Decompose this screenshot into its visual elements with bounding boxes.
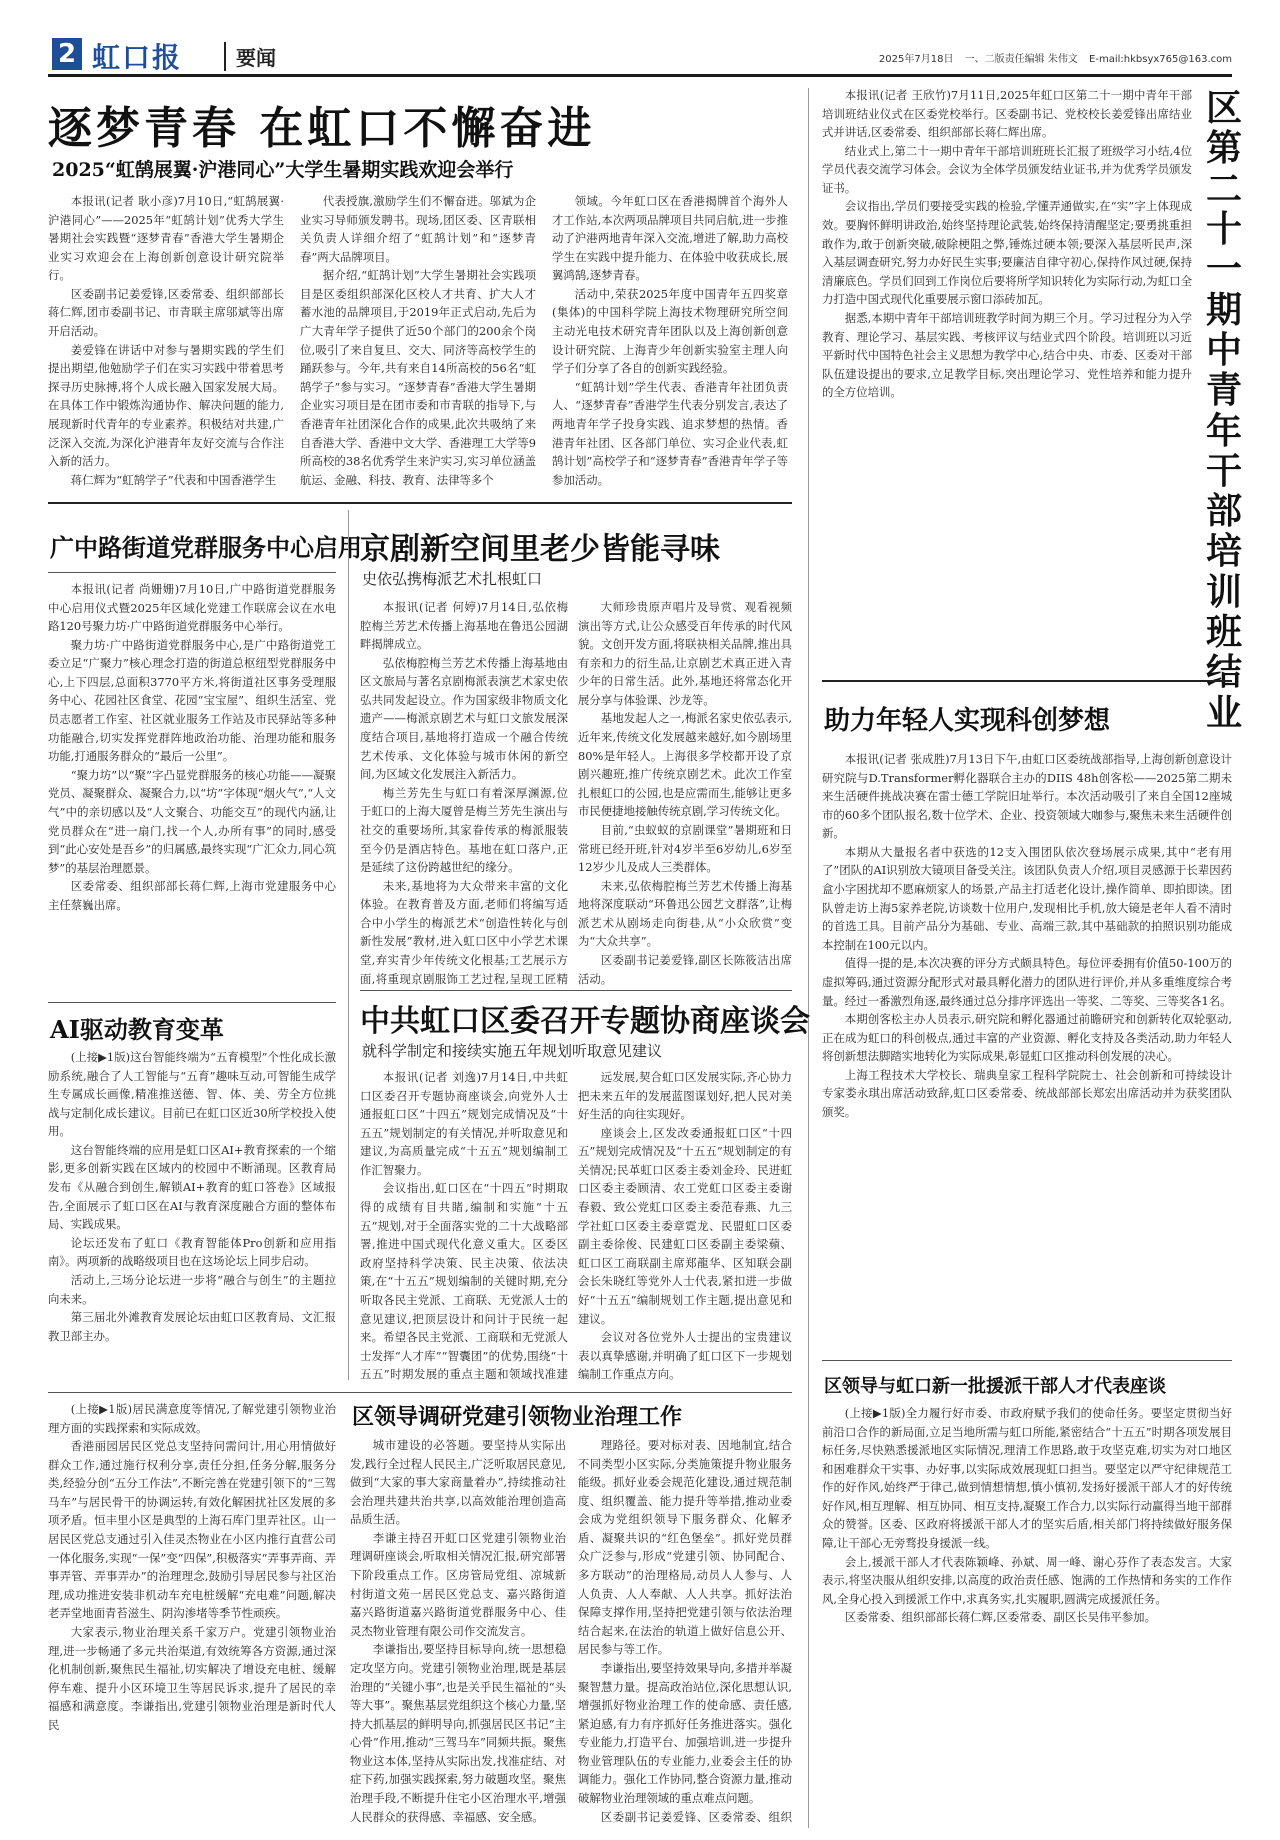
- opera-article-subtitle: 史依弘携梅派艺术扎根虹口: [362, 570, 543, 588]
- youth-article-title: 助力年轻人实现科创梦想: [824, 706, 1111, 736]
- property-article-title: 区领导调研党建引领物业治理工作: [352, 1404, 683, 1430]
- opera-column-2: 大师珍贵原声唱片及导赏、观看视频演出等方式,让公众感受百年传承的时代风貌。文创开发方面,将联袂相关品牌,推出具有亲和力的衍生品,让京剧艺术真正进入青少年的日常生活。此外,基地还将常态化开展分享与体验课、沙龙等。 基地发起人之一,梅派名家史依弘表示,近年来,传统文化发展越来越好,如今剧场里80%是年轻人。上海很多学校都开设了京剧兴趣班,推广传统京剧艺术。此次工作室扎根虹口的公园,也是应需而生,能够让更多市民便捷地接触传统京剧,学习传统文化。 目前,“虫蚁蚁的京剧课堂”暑期班和日常班已经开班,针对4岁半至6岁幼儿,6岁至12岁少儿及成人三类群体。 未来,弘依梅腔梅兰芳艺术传播上海基地将深度联动“环鲁迅公园艺文群落”,让梅派艺术从剧场走向街巷,从“小众欣赏”变为“大众共享”。 区委副书记姜爱锋,副区长陈筱洁出席活动。: [578, 600, 792, 986]
- lead-column-1: 本报讯(记者 耿小彦)7月10日,“虹鹄展翼·沪港同心”——2025年“虹鹄计划”优秀大学生暑期社会实践暨“逐梦青春”香港大学生暑期企业实习欢迎会在上海创新创意设计研究院举行。 区委副书记姜爱锋,区委常委、组织部部长蒋仁辉,团市委副书记、市青联主席邬斌等出席开启活动。 姜爱锋在讲话中对参与暑期实践的学生们提出期望,他勉励学子们在实习实践中带着思考探寻历史脉搏,将个人成长融入国家发展大局。在具体工作中锻炼沟通协作、解决问题的能力,展现新时代青年的专业素养。积极结对共建,广泛深入交流,为深化沪港青年友好交流与合作注入新的活力。 蒋仁辉为“虹鹄学子”代表和中国香港学生: [48, 194, 284, 487]
- cppcc-article-title: 中共虹口区委召开专题协商座谈会: [360, 1004, 810, 1039]
- cppcc-column-1: 本报讯(记者 刘逸)7月14日,中共虹口区委召开专题协商座谈会,向党外人士通报虹口区“十四五”规划完成情况及“十五五”规划制定的有关情况,并听取意见和建议,为高质量完成“十五五”规划编制工作汇智聚力。 会议指出,虹口区在“十四五”时期取得的成绩有目共睹,编制和实施“十五五”规划,对于全面落实党的二十大战略部署,推进中国式现代化意义重大。区委区政府坚持科学决策、民主决策、依法决策,在“十五五”规划编制的关键时期,充分听取各民主党派、工商联、无党派人士的意见建议,把顶层设计和问计于民统一起来。希望各民主党派、工商联和无党派人士发挥“人才库”“智囊团”的优势,围绕“十五五”时期发展的重点主题和领域找准建: [360, 1070, 568, 1382]
- divider: [48, 1392, 792, 1393]
- column-divider: [808, 88, 809, 1828]
- editor-email: E-mail:hkbsyx765@163.com: [1089, 54, 1232, 65]
- opera-column-1: 本报讯(记者 何婷)7月14日,弘依梅腔梅兰芳艺术传播上海基地在鲁迅公园湖畔揭牌成立。 弘依梅腔梅兰芳艺术传播上海基地由区文旅局与著名京剧梅派表演艺术家史依弘共同发起设立。作为国家级非物质文化遗产——梅派京剧艺术与虹口文旅发展深度结合项目,基地将打造成一个融合传统艺术传承、文化体验与城市休闲的新空间,为区域文化发展注入新活力。 梅兰芳先生与虹口有着深厚渊源,位于虹口的上海大厦曾是梅兰芳先生演出与社交的重要场所,其家眷传承的梅派服装至今仍是酒店特色。基地在虹口落户,正是延续了这份跨越世纪的缘分。 未来,基地将为大众带来丰富的文化体验。在教育普及方面,老师们将编写适合中小学生的梅派艺术“创造性转化与创新性发展”教材,进入虹口区中小学艺术课堂,弃实青少年传统文化根基;工艺展示方面,将重现京剧服饰工艺过程,呈现工匠精: [360, 600, 568, 986]
- divider: [48, 572, 336, 573]
- masthead-info: [871, 50, 1232, 65]
- side-article-title: 区第二十一期中青年干部培训班结业: [1205, 87, 1242, 734]
- guangzhong-article-title: 广中路街道党群服务中心启用: [50, 533, 362, 562]
- divider: [822, 1360, 1232, 1361]
- divider: [822, 680, 1232, 682]
- cppcc-article-subtitle: 就科学制定和接续实施五年规划听取意见建议: [362, 1042, 663, 1060]
- youth-article-body: 本报讯(记者 张成胜)7月13日下午,由虹口区委统战部指导,上海创新创意设计研究院与D.Transformer孵化器联合主办的DIIS 48h创客松——2025第二期未来生活硬件挑战决赛在雷士德工学院旧址举行。本次活动吸引了来自全国12座城市的60多个团队报名,数十位学术、企业、投资领域大咖参与,聚焦未来生活硬件创新。 本期从大量报名者中获选的12支入围团队依次登场展示成果,其中“老有用了”团队的AI识别放大镜项目备受关注。该团队负责人介绍,项目灵感源于长辈因药盒小字困扰却不愿麻烦家人的场景,产品主打适老化设计,操作简单、即拍即读。团队曾走访上海5家养老院,访谈数十位用户,发现相比手机,放大镜是老年人看不清时的首选工具。目前产品分为基础、专业、高端三款,其中基础款的拍照识别功能成本控制在100元以内。 值得一提的是,本次决赛的评分方式颇具特色。每位评委拥有价值50-100万的虚拟筹码,通过资源分配形式对最具孵化潜力的团队进行评价,并从多重维度综合考量。经过一番激烈角逐,最终通过总分排序评选出一等奖、二等奖、三等奖各1名。 本期创客松主办人员表示,研究院和孵化器通过前瞻研究和创新转化双轮驱动,正在成为虹口的科创极点,通过丰富的产业资源、孵化支持及各类活动,助力年轻人将创新想法脚踏实地转化为实际成果,彰显虹口区推动科创发展的决心。 上海工程技术大学校长、瑞典皇家工程科学院院士、社会创新和可持续设计专家娄永琪出席活动致辞,虹口区委常委、统战部部长郑宏出席活动并为获奖团队颁奖。: [822, 752, 1232, 1119]
- ai-continuation-body: (上接▶1版)居民满意度等情况,了解党建引领物业治理方面的实践探索和实际成效。 香港丽园居民区党总支坚持问需问计,用心用情做好群众工作,通过施行权利分享,责任分担,任务分解,服务分类,经验分创“五分工作法”,不断完善在党建引领下的“三驾马车”与居民骨干的协调运转,有效化解困扰社区发展的多项矛盾。恒丰里小区是典型的上海石库门里弄社区。山一居民区党总支通过引入佳灵杰物业在小区内推行直营公司一体化服务,实现“一保”变“四保”,积极落实“弄事弄商、弄事弄管、弄事弄办”的治理理念,鼓励引导居民参与社区治理,成功推进安装非机动车充电桩缓解“充电难”问题,解决老弄堂地面青苔滋生、阴沟渗堵等季节性顽疾。 大家表示,物业治理关系千家万户。党建引领物业治理,进一步畅通了多元共治渠道,有效统筹各方资源,通过深化机制创新,聚焦民生福祉,切实解决了增设充电桩、缓解停车难、提升小区环境卫生等居民诉求,提升了居民的幸福感和满意度。李谦指出,党建引领物业治理是新时代人民: [48, 1402, 336, 1732]
- guangzhong-article-body: 本报讯(记者 尚姗姗)7月10日,广中路街道党群服务中心启用仪式暨2025年区域化党建工作联席会议在水电路120号聚力坊·广中路街道党群服务中心举行。 聚力坊·广中路街道党群服务中心,是广中路街道党工委立足“广聚力”核心理念打造的街道总枢纽型党群服务中心,上下四层,总面积3770平方米,将街道社区事务受理服务中心、花园社区食堂、花园“宝宝屋”、组织生活室、党员志愿者工作室、社区就业服务工作站及市民驿站等多种功能融合,切实发挥党群阵地政治功能、治理功能和服务功能,打通服务群众的“最后一公里”。 “聚力坊”以“聚”字凸显党群服务的核心功能——凝聚党员、凝聚群众、凝聚合力,以“坊”字体现“烟火气”,“人文气”中的亲切感以及“人文聚合、功能交互”的现代内涵,让党员群众在“进一扇门,找一个人,办所有事”的同时,感受到“此心安处是吾乡”的归属感,最终实现“广汇众力,同心筑梦”的基层治理愿景。 区委常委、组织部部长蒋仁辉,上海市党建服务中心主任蔡巍出席。: [48, 582, 336, 912]
- divider: [360, 990, 792, 991]
- paper-name: 虹口报: [92, 41, 183, 74]
- lead-subheadline: 2025“虹鹄展翼·沪港同心”大学生暑期实践欢迎会举行: [52, 159, 514, 181]
- side-article-body: 本报讯(记者 王欣竹)7月11日,2025年虹口区第二十一期中青年干部培训班结业仪式在区委党校举行。区委副书记、党校校长姜爱锋出席结业式并讲话,区委常委、组织部部长蒋仁辉出席。 结业式上,第二十一期中青年干部培训班班长汇报了班级学习小结,4位学员代表交流学习体会。会议为全体学员颁发结业证书,并为优秀学员颁发证书。 会议指出,学员们要接受实践的检验,学懂弄通做实,在“实”字上体现成效。要胸怀鲜明讲政治,始终坚持理论武装,始终保持清醒坚定;要勇挑重担敢作为,敢于创新突破,破除梗阻之弊,锤炼过硬本领;要深入基层听民声,深入基层调查研究,努力办好民生实事;要廉洁自律守初心,保持作风过硬,保持清廉底色。学员们回到工作岗位后要将所学知识转化为实际行动,为虹口全力打造中国式现代化重要展示窗口添砖加瓦。 据悉,本期中青年干部培训班教学时间为期三个月。学习过程分为入学教育、理论学习、基层实践、考核评议与结业式四个阶段。培训班以习近平新时代中国特色社会主义思想为教学中心,结合中央、市委、区委对干部队伍建设提出的要求,立足教学目标,突出理论学习、党性培养和能力提升的全方位培训。: [822, 88, 1192, 400]
- lead-headline: 逐梦青春 在虹口不懈奋进: [48, 103, 596, 154]
- ai-article-title: AI驱动教育变革: [50, 1015, 224, 1044]
- divider: [48, 1002, 336, 1003]
- talent-article-title: 区领导与虹口新一批援派干部人才代表座谈: [824, 1376, 1166, 1397]
- talent-article-body: (上接▶1版)全力履行好市委、市政府赋予我们的使命任务。要坚定贯彻当好前沿口合作的新局面,立足当地所需与虹口所能,紧密结合“十五五”时期各项发展目标任务,尽快熟悉援派地区实际情况,理清工作思路,敢于攻坚克难,切实为对口地区和困难群众干实事、办好事,以实际成效展现虹口担当。要坚定以严守纪律规范工作的好作风,始终严于律己,做到情想情想,慎小慎初,发扬好援派干部人才的好传统好作风,相互理解、相互协同、相互支持,凝聚工作合力,以实际行动赢得当地干部群众的赞誉。区委、区政府将援派干部人才的坚实后盾,相关部门将持续做好服务保障,让干部心无旁骛投身援派一线。 会上,援派干部人才代表陈颖峰、孙斌、周一峰、谢心芬作了表态发言。大家表示,将坚决服从组织安排,以高度的政治责任感、饱满的工作热情和务实的工作作风,全身心投入到援派工作中,求真务实,扎实履职,圆满完成援派任务。 区委常委、组织部部长蒋仁辉,区委常委、副区长吴伟平参加。: [822, 1406, 1232, 1625]
- divider: [48, 502, 792, 504]
- cppcc-column-2: 远发展,契合虹口区发展实际,齐心协力把未来五年的发展蓝图谋划好,把人民对美好生活的向往实现好。 座谈会上,区发改委通报虹口区“十四五”规划完成情况及“十五五”规划制定的有关情况;民革虹口区委主委刘金玲、民进虹口区委主委顾清、农工党虹口区委主委谢春毅、致公党虹口区委主委范春燕、九三学社虹口区委主委章霓龙、民盟虹口区委副主委徐俊、民建虹口区委副主委梁蘋、虹口区工商联副主席郑龍华、区知联会副会长朱晓红等党外人士代表,紧扣进一步做好“十五五”编制规划工作主题,提出意见和建议。 会议对各位党外人士提出的宝贵建议表以真挚感谢,并明确了虹口区下一步规划编制工作重点方向。: [578, 1070, 792, 1382]
- page-number: 2: [52, 38, 82, 70]
- editor-credit: 一、二版责任编辑 朱伟文: [964, 54, 1078, 65]
- lead-column-2: 代表授旗,激励学生们不懈奋进。邬斌为企业实习导师颁发聘书。现场,团区委、区青联相关负责人详细介绍了“虹鹄计划”和“逐梦青春”两大品牌项目。 据介绍,“虹鹄计划”大学生暑期社会实践项目是区委组织部深化区校人才共育、扩大人才蓄水池的品牌项目,于2019年正式启动,先后为广大青年学子提供了近50个部门的200余个岗位,吸引了来自复旦、交大、同济等高校学生的踊跃参与。今年,共有来自14所高校的56名“虹鹄学子”参与实习。“逐梦青春”香港大学生暑期企业实习项目是在团市委和市青联的指导下,与香港青年社团深化合作的成果,此次共吸纳了来自香港大学、香港中文大学、香港理工大学等9所高校的38名优秀学生来沪实习,实习单位涵盖航运、金融、科技、教育、法律等多个: [300, 194, 536, 487]
- ai-article-body: (上接▶1版)这台智能终端为“五育模型”个性化成长激励系统,融合了人工智能与“五育”趣味互动,可智能生成学生专属成长画像,精准推送德、智、体、美、劳全方位挑战与定制化成长建议。目前已在虹口区近30所学校投入使用。 这台智能终端的应用是虹口区AI+教育探索的一个缩影,更多创新实践在区域内的校园中不断涌现。区教育局发布《从融合到创生,解锁AI+教育的虹口答卷》区域报告,全面展示了虹口区在AI与教育深度融合方面的整体布局、实践成果。 论坛还发布了虹口《教育智能体Pro创新和应用指南》。两项新的战略级项目也在这场论坛上同步启动。 活动上,三场分论坛进一步将“融合与创生”的主题拉向未来。 第三届北外滩教育发展论坛由虹口区教育局、文汇报教卫部主办。: [48, 1050, 336, 1343]
- section-name: 要闻: [224, 42, 276, 71]
- masthead: [48, 36, 1232, 77]
- property-column-1: 城市建设的必答题。要坚持从实际出发,践行全过程人民民主,广泛听取居民意见,做到“大家的事大家商量着办”,持续推动社会治理共建共治共享,以高效能治理创造高品质生活。 李谦主持召开虹口区党建引领物业治理调研座谈会,听取相关情况汇报,研究部署下阶段重点工作。区房管局党组、凉城新村街道文苑一居民区党总支、嘉兴路街道嘉兴路街道嘉兴路街道党群服务中心、佳灵杰物业管理有限公司作交流发言。 李谦指出,要坚持目标导向,统一思想稳定攻坚方向。党建引领物业治理,既是基层治理的“关键小事”,也是关乎民生福祉的“头等大事”。聚焦基层党组织这个核心力量,坚持大抓基层的鲜明导向,抓强居民区书记“主心骨”作用,推动“三驾马车”同频共振。聚焦物业这本体,坚持从实际出发,找准症结、对症下药,加强实践探索,努力破题攻坚。聚焦治理手段,不断提升住宅小区治理水平,增强人民群众的获得感、幸福感、安全感。: [350, 1438, 566, 1824]
- column-divider: [348, 510, 349, 1380]
- opera-article-title: 京剧新空间里老少皆能寻味: [360, 532, 720, 567]
- lead-column-3: 领域。今年虹口区在香港揭牌首个海外人才工作站,本次两项品牌项目共同启航,进一步推动了沪港两地青年深入交流,增进了解,助力高校学生在实践中提升能力、在体验中收获成长,展翼鸿鹄,逐梦青春。 活动中,荣获2025年度中国青年五四奖章(集体)的中国科学院上海技术物理研究所空间主动光电技术研究青年团队以及上海创新创意设计研究院、上海青少年创新实验室主理人向学子们分享了各自的创新实践经验。 “虹鹄计划”学生代表、香港青年社团负责人、“逐梦青春”香港学生代表分别发言,表达了两地青年学子投身实践、追求梦想的热情。香港青年社团、区各部门单位、实习企业代表,虹鹄计划”高校学子和“逐梦青春”香港青年学子等参加活动。: [552, 194, 788, 487]
- property-column-2: 理路径。要对标对表、因地制宜,结合不同类型小区实际,分类施策提升物业服务能级。抓好业委会规范化建设,通过规范制度、组织覆盖、能力提升等举措,推动业委会成为党组织领导下服务群众、化解矛盾、凝聚共识的“红色堡垒”。抓好党员群众广泛参与,形成“党建引领、协同配合、多方联动”的治理格局,动员人人参与、人人负责、人人奉献、人人共享。抓好法治保障支撑作用,坚持把党建引领与依法治理结合起来,在法治的轨道上做好信息公开、居民参与等工作。 李谦指出,要坚持效果导向,多措并举凝聚智慧力量。提高政治站位,深化思想认识,增强抓好物业治理工作的使命感、责任感,紧迫感,有力有序抓好任务推进落实。强化专业能力,打造平台、加强培训,进一步提升物业管理队伍的专业能力,业委会主任的协调能力。强化工作协同,整合资源力量,推动破解物业治理领域的重点难点问题。 区委副书记姜爱锋、区委常委、组织: [578, 1438, 792, 1824]
- issue-date: 2025年7月18日: [878, 54, 954, 65]
